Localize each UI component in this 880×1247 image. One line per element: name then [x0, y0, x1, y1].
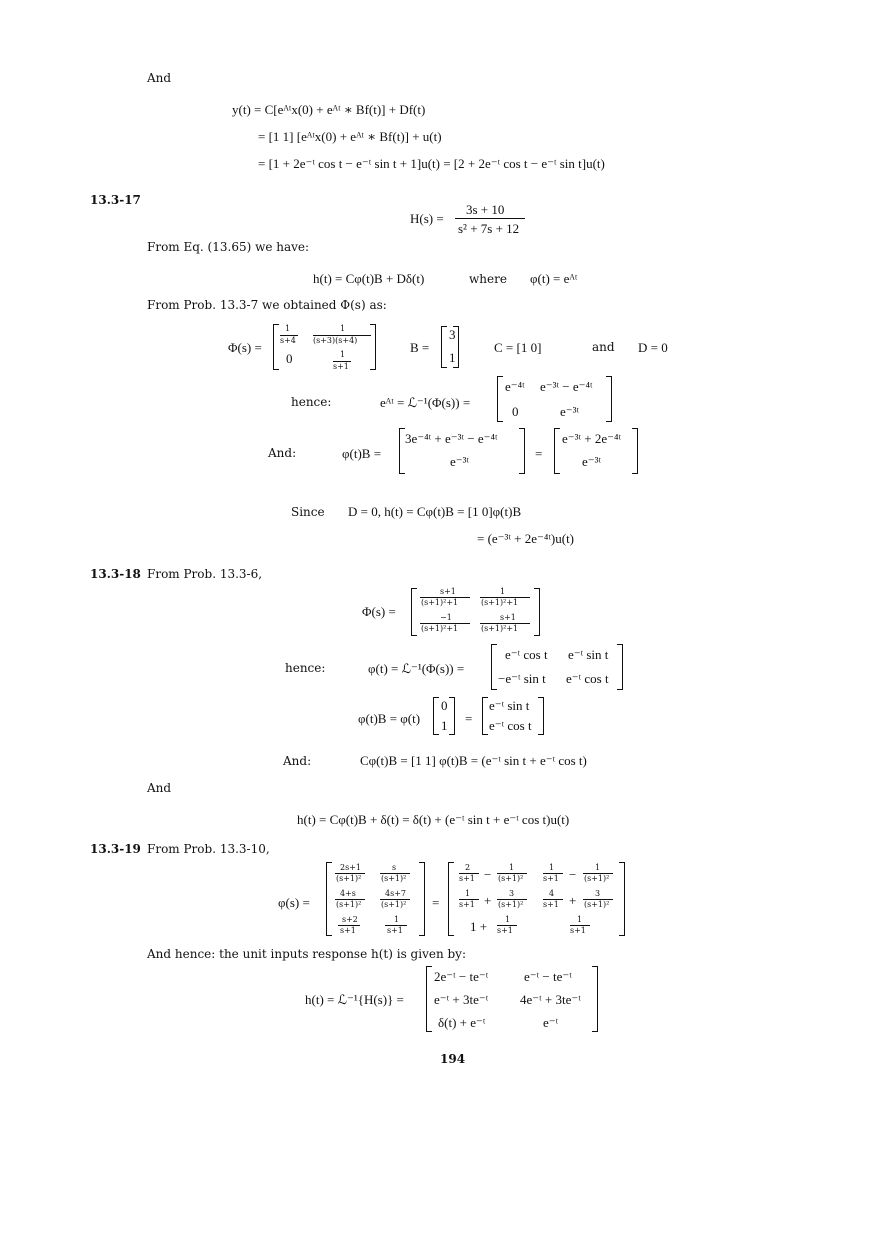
and-label: And: [283, 754, 312, 768]
n21-b-num: 3 [509, 889, 515, 898]
n32-num: 1 [577, 915, 583, 924]
h-eq: h(t) = Cφ(t)B + δ(t) = δ(t) + (e⁻ᵗ sin t + e⁻ᵗ cos t)u(t) [297, 812, 570, 827]
intro-and: And [147, 71, 172, 85]
m22-den: (s+1)² [381, 900, 407, 909]
h12: e⁻ᵗ − te⁻ᵗ [524, 969, 572, 984]
bracket-right [370, 324, 376, 370]
n22-b-den: (s+1)² [584, 900, 610, 909]
phi-lhs: φ(t) = ℒ⁻¹(Φ(s)) = [368, 661, 465, 676]
page-number: 194 [440, 1052, 466, 1066]
phi-lhs: φ(s) = [278, 895, 310, 910]
D-eq: D = 0 [638, 340, 668, 355]
Phi-lhs: Φ(s) = [362, 604, 396, 619]
v1: 0 [441, 698, 448, 713]
n21-b-den: (s+1)² [498, 900, 524, 909]
phi11: e⁻ᵗ cos t [505, 647, 548, 662]
n11-b-den: (s+1)² [498, 874, 524, 883]
m22-num: 4s+7 [385, 889, 406, 898]
since-eq: D = 0, h(t) = Cφ(t)B = [1 0]φ(t)B [348, 504, 522, 519]
m11-den: (s+1)² [336, 874, 362, 883]
v2: 1 [441, 718, 448, 733]
n12-b-num: 1 [595, 863, 601, 872]
m32-den: s+1 [387, 926, 403, 935]
h21: e⁻ᵗ + 3te⁻ᵗ [434, 992, 489, 1007]
B1: 3 [449, 327, 456, 342]
Phi-lhs: Φ(s) = [228, 340, 262, 355]
n22-op: + [569, 893, 577, 908]
bracket-left [497, 376, 503, 422]
bracket-left [411, 588, 417, 636]
bracket-left [433, 697, 439, 735]
n21-a-num: 1 [465, 889, 471, 898]
hence-text: hence: [291, 395, 332, 409]
n32-den: s+1 [570, 926, 586, 935]
a21-den: (s+1)²+1 [421, 624, 459, 633]
eAt-lhs: eᴬᵗ = ℒ⁻¹(Φ(s)) = [380, 395, 471, 410]
bracket-right [592, 966, 598, 1032]
phiB-lhs: φ(t)B = φ(t) [358, 711, 421, 726]
from-prob-text: From Prob. 13.3-6, [147, 567, 263, 581]
phiB2: e⁻³ᵗ [450, 454, 470, 469]
bracket-right [519, 428, 525, 474]
y-eq-line2: = [1 1] [eᴬᵗx(0) + eᴬᵗ ∗ Bf(t)] + u(t) [258, 129, 442, 144]
H-lhs: H(s) = [410, 211, 444, 226]
r1: e⁻ᵗ sin t [489, 698, 530, 713]
n22-b-num: 3 [595, 889, 601, 898]
phi22: e⁻ᵗ cos t [566, 671, 609, 686]
bracket-right [632, 428, 638, 474]
H-numerator: 3s + 10 [466, 202, 505, 217]
phi12: e⁻ᵗ sin t [568, 647, 609, 662]
n12-a-den: s+1 [543, 874, 559, 883]
phiB1: 3e⁻⁴ᵗ + e⁻³ᵗ − e⁻⁴ᵗ [405, 431, 498, 446]
a22-num: s+1 [500, 613, 516, 622]
m21-num: 4+s [340, 889, 356, 898]
n21-op: + [484, 893, 492, 908]
m12-num: s [392, 863, 397, 872]
h-lhs: h(t) = ℒ⁻¹{H(s)} = [305, 992, 404, 1007]
n12-b-den: (s+1)² [584, 874, 610, 883]
since-result: = (e⁻³ᵗ + 2e⁻⁴ᵗ)u(t) [477, 531, 575, 546]
n11-op: − [484, 867, 492, 882]
bracket-left [441, 326, 447, 368]
from-prob-text: From Prob. 13.3-7 we obtained Φ(s) as: [147, 298, 387, 312]
h31: δ(t) + e⁻ᵗ [438, 1015, 486, 1030]
H-denominator: s² + 7s + 12 [458, 221, 520, 236]
bracket-right [449, 697, 455, 735]
phiB2-result: e⁻³ᵗ [582, 454, 602, 469]
bracket-right [617, 644, 623, 690]
phiB-lhs: φ(t)B = [342, 446, 382, 461]
bracket-right [534, 588, 540, 636]
n11-a-num: 2 [465, 863, 471, 872]
m11-num: 2s+1 [340, 863, 361, 872]
problem-label-13-3-17: 13.3-17 [90, 193, 141, 207]
phi21: −e⁻ᵗ sin t [498, 671, 546, 686]
Phi22-num: 1 [340, 350, 346, 359]
h-eq: h(t) = Cφ(t)B + Dδ(t) [313, 271, 425, 286]
B-lhs: B = [410, 340, 430, 355]
bracket-right [619, 862, 625, 936]
m31-num: s+2 [342, 915, 358, 924]
a12-den: (s+1)²+1 [481, 598, 519, 607]
a11-num: s+1 [440, 587, 456, 596]
y-eq-line3: = [1 + 2e⁻ᵗ cos t − e⁻ᵗ sin t + 1]u(t) = [2 + 2e⁻ᵗ cos t − e⁻ᵗ sin t]u(t) [258, 156, 605, 171]
bracket-left [426, 966, 432, 1032]
eAt21: 0 [512, 404, 519, 419]
phiB1-result: e⁻³ᵗ + 2e⁻⁴ᵗ [562, 431, 622, 446]
n12-op: − [569, 867, 577, 882]
n11-b-num: 1 [509, 863, 515, 872]
n22-a-den: s+1 [543, 900, 559, 909]
hence-text: hence: [285, 661, 326, 675]
bracket-right [606, 376, 612, 422]
h32: e⁻ᵗ [543, 1015, 559, 1030]
CphiB-eq: Cφ(t)B = [1 1] φ(t)B = (e⁻ᵗ sin t + e⁻ᵗ cos t) [360, 753, 587, 768]
since-text: Since [291, 505, 325, 519]
a11-den: (s+1)²+1 [421, 598, 459, 607]
a12-num: 1 [500, 587, 506, 596]
h11: 2e⁻ᵗ − te⁻ᵗ [434, 969, 489, 984]
Phi11-den: s+4 [280, 336, 296, 345]
n21-a-den: s+1 [459, 900, 475, 909]
a21-num: −1 [440, 613, 452, 622]
n31-den: s+1 [497, 926, 513, 935]
fraction-bar [455, 218, 525, 219]
bracket-left [482, 697, 488, 735]
Phi12-num: 1 [340, 324, 346, 333]
m32-num: 1 [394, 915, 400, 924]
Phi11-num: 1 [285, 324, 291, 333]
problem-label-13-3-18: 13.3-18 [90, 567, 141, 581]
and-text: and [592, 340, 615, 354]
bracket-left [273, 324, 279, 370]
r2: e⁻ᵗ cos t [489, 718, 532, 733]
y-eq-line1: y(t) = C[eᴬᵗx(0) + eᴬᵗ ∗ Bf(t)] + Df(t) [232, 102, 426, 117]
n31-lead: 1 + [470, 919, 488, 934]
problem-label-13-3-19: 13.3-19 [90, 842, 141, 856]
and-label: And: [268, 446, 297, 460]
n22-a-num: 4 [549, 889, 555, 898]
eAt12: e⁻³ᵗ − e⁻⁴ᵗ [540, 379, 593, 394]
bracket-right [453, 326, 459, 368]
equals-sign: = [432, 895, 440, 910]
n31-num: 1 [505, 915, 511, 924]
h22: 4e⁻ᵗ + 3te⁻ᵗ [520, 992, 581, 1007]
bracket-left [491, 644, 497, 690]
where-text: where [469, 272, 507, 286]
phi-def: φ(t) = eᴬᵗ [530, 271, 578, 286]
eAt22: e⁻³ᵗ [560, 404, 580, 419]
bracket-right [538, 697, 544, 735]
eAt11: e⁻⁴ᵗ [505, 379, 525, 394]
and-text: And [147, 781, 172, 795]
from-prob-text: From Prob. 13.3-10, [147, 842, 270, 856]
bracket-left [554, 428, 560, 474]
B2: 1 [449, 350, 456, 365]
C-eq: C = [1 0] [494, 340, 542, 355]
m21-den: (s+1)² [336, 900, 362, 909]
Phi21: 0 [286, 351, 293, 366]
hence-text: And hence: the unit inputs response h(t) is given by: [147, 947, 466, 961]
from-eq-text: From Eq. (13.65) we have: [147, 240, 310, 254]
bracket-left [326, 862, 332, 936]
m12-den: (s+1)² [381, 874, 407, 883]
n12-a-num: 1 [549, 863, 555, 872]
bracket-left [448, 862, 454, 936]
m31-den: s+1 [340, 926, 356, 935]
Phi12-den: (s+3)(s+4) [313, 336, 358, 345]
equals-sign: = [535, 446, 543, 461]
n11-a-den: s+1 [459, 874, 475, 883]
a22-den: (s+1)²+1 [481, 624, 519, 633]
equals-sign: = [465, 711, 473, 726]
bracket-right [419, 862, 425, 936]
Phi22-den: s+1 [333, 362, 349, 371]
